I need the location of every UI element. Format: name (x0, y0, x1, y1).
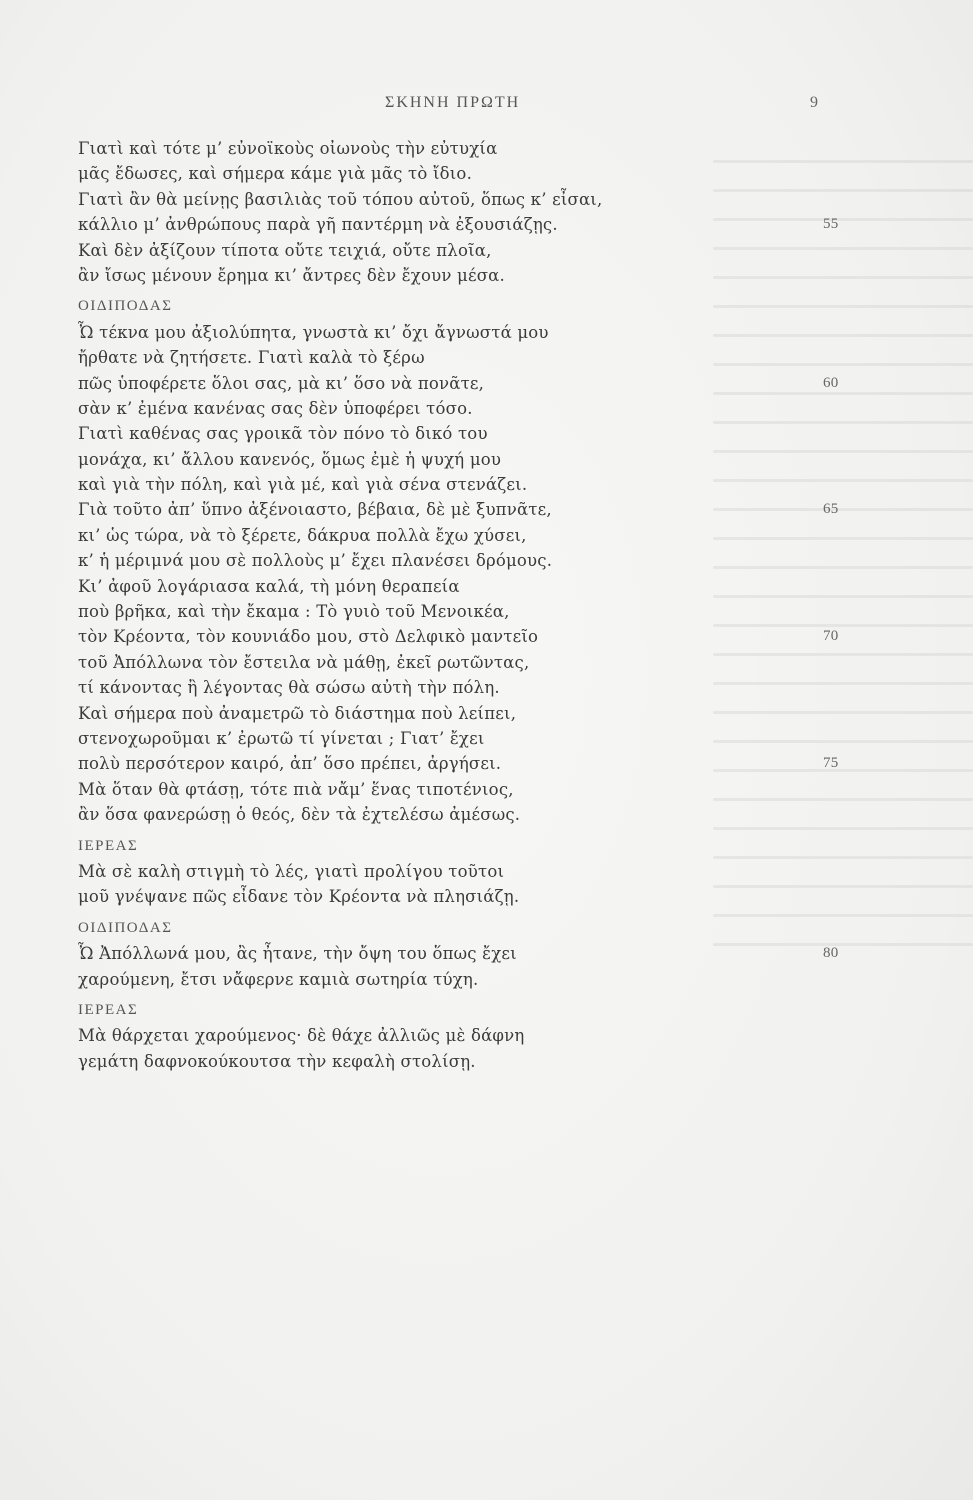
verse-line-text: πῶς ὑποφέρετε ὅλοι σας, μὰ κι’ ὅσο νὰ πονᾶτε, (78, 373, 485, 393)
verse-line (78, 726, 838, 751)
verse-line-text: Ὦ Ἀπόλλωνά μου, ἂς ἦτανε, τὴν ὄψη του ὅπως ἔχει (78, 944, 517, 964)
verse-line-text: χαρούμενη, ἔτσι νἄφερνε καμιὰ σωτηρία τύχη. (78, 969, 479, 989)
verse-line-text: μᾶς ἔδωσες, καὶ σήμερα κάμε γιὰ μᾶς τὸ ἴδιο. (78, 164, 473, 184)
verse-line-text: Μὰ ὅταν θὰ φτάσῃ, τότε πιὰ νἄμ’ ἕνας τιποτένιος, (78, 779, 514, 799)
line-number: 80 (823, 945, 839, 962)
verse-line (78, 212, 838, 237)
speaker-name: ΙΕΡΕΑΣ (78, 1001, 139, 1018)
line-number: 75 (823, 755, 839, 772)
verse-line (78, 447, 838, 472)
verse-text-block (78, 136, 838, 1074)
verse-line-text: γεμάτη δαφνοκούκουτσα τὴν κεφαλὴ στολίσῃ. (78, 1051, 476, 1071)
verse-line-text: Κι’ ἀφοῦ λογάριασα καλά, τὴ μόνη θεραπεία (78, 576, 460, 596)
verse-line-text: Γιατὶ καὶ τότε μ’ εὐνοϊκοὺς οἰωνοὺς τὴν εὐτυχία (78, 139, 498, 158)
verse-line-text: Γιὰ τοῦτο ἀπ’ ὕπνο ἀξένοιαστο, βέβαια, δὲ μὲ ξυπνᾶτε, (78, 500, 552, 520)
speaker-name: ΟΙΔΙΠΟΔΑΣ (78, 298, 173, 315)
verse-line-text: ποὺ βρῆκα, καὶ τὴν ἔκαμα : Τὸ γυιὸ τοῦ Μενοικέα, (78, 602, 510, 622)
verse-line (78, 320, 838, 345)
verse-line (78, 187, 838, 212)
verse-line-text: στενοχωροῦμαι κ’ ἐρωτῶ τί γίνεται ; Γιατ’ ἔχει (78, 728, 485, 748)
verse-line (78, 1023, 838, 1048)
verse-line-text: Καὶ σήμερα ποὺ ἀναμετρῶ τὸ διάστημα ποὺ λείπει, (78, 703, 517, 723)
verse-line (78, 345, 838, 370)
verse-line (78, 523, 838, 548)
verse-line-text: τοῦ Ἀπόλλωνα τὸν ἔστειλα νὰ μάθῃ, ἐκεῖ ρωτῶντας, (78, 652, 530, 672)
verse-line (78, 802, 838, 827)
verse-line-text: μονάχα, κι’ ἄλλου κανενός, ὅμως ἐμὲ ἡ ψυχή μου (78, 449, 502, 469)
page-number: 9 (810, 94, 818, 111)
verse-line (78, 238, 838, 263)
verse-line-text: μοῦ γνέψανε πῶς εἶδανε τὸν Κρέοντα νὰ πλησιάζῃ. (78, 887, 520, 907)
verse-line-text: ἤρθατε νὰ ζητήσετε. Γιατὶ καλὰ τὸ ξέρω (78, 348, 425, 368)
verse-line (78, 371, 838, 396)
verse-line (78, 967, 838, 992)
verse-line-text: Μὰ θάρχεται χαρούμενος· δὲ θάχε ἀλλιῶς μὲ δάφνη (78, 1026, 525, 1046)
verse-line-text: ἂν ἴσως μένουν ἔρημα κι’ ἄντρες δὲν ἔχουν μέσα. (78, 265, 505, 285)
verse-line (78, 472, 838, 497)
line-number: 55 (823, 216, 839, 233)
verse-line (78, 161, 838, 186)
line-number: 65 (823, 501, 839, 518)
verse-line-text: Ὦ τέκνα μου ἀξιολύπητα, γνωστὰ κι’ ὄχι ἄγνωστά μου (78, 322, 549, 342)
verse-line-text: Καὶ δὲν ἀξίζουν τίποτα οὔτε τειχιά, οὔτε πλοῖα, (78, 240, 492, 260)
verse-line (78, 941, 838, 966)
verse-line-text: πολὺ περσότερον καιρό, ἀπ’ ὅσο πρέπει, ἀργήσει. (78, 754, 502, 774)
verse-line-text: κάλλιο μ’ ἀνθρώπους παρὰ γῆ παντέρμη νὰ ἐξουσιάζῃς. (78, 215, 558, 235)
line-number: 60 (823, 374, 839, 391)
line-number: 70 (823, 628, 839, 645)
verse-line (78, 136, 838, 161)
page-header (0, 94, 973, 118)
verse-line-text: κι’ ὡς τώρα, νὰ τὸ ξέρετε, δάκρυα πολλὰ ἔχω χύσει, (78, 525, 527, 545)
verse-line (78, 574, 838, 599)
verse-line (78, 548, 838, 573)
verse-line-text: τί κάνοντας ἢ λέγοντας θὰ σώσω αὐτὴ τὴν πόλη. (78, 678, 500, 698)
verse-line-text: τὸν Κρέοντα, τὸν κουνιάδο μου, στὸ Δελφικὸ μαντεῖο (78, 627, 539, 647)
verse-line (78, 421, 838, 446)
verse-line (78, 884, 838, 909)
speaker-name: ΟΙΔΙΠΟΔΑΣ (78, 919, 173, 936)
verse-line (78, 599, 838, 624)
speaker-name: ΙΕΡΕΑΣ (78, 837, 139, 854)
verse-line-text: ἂν ὅσα φανερώσῃ ὁ θεός, δὲν τὰ ἐχτελέσω ἀμέσως. (78, 805, 521, 825)
verse-line-text: καὶ γιὰ τὴν πόλη, καὶ γιὰ μέ, καὶ γιὰ σένα στενάζει. (78, 475, 528, 495)
verse-line (78, 701, 838, 726)
verse-line (78, 497, 838, 522)
verse-line (78, 1049, 838, 1074)
verse-line (78, 751, 838, 776)
verse-line (78, 777, 838, 802)
verse-line (78, 859, 838, 884)
verse-line (78, 396, 838, 421)
verse-line (78, 675, 838, 700)
verse-line (78, 650, 838, 675)
verse-line-text: Μὰ σὲ καλὴ στιγμὴ τὸ λές, γιατὶ προλίγου τοῦτοι (78, 861, 505, 881)
verse-line-text: κ’ ἡ μέριμνά μου σὲ πολλοὺς μ’ ἔχει πλανέσει δρόμους. (78, 551, 553, 571)
running-title: ΣΚΗΝΗ ΠΡΩΤΗ (385, 94, 521, 111)
verse-line (78, 624, 838, 649)
verse-line-text: Γιατὶ καθένας σας γροικᾶ τὸν πόνο τὸ δικό του (78, 424, 488, 444)
verse-line-text: Γιατὶ ἂν θὰ μείνῃς βασιλιὰς τοῦ τόπου αὐτοῦ, ὅπως κ’ εἶσαι, (78, 189, 603, 209)
verse-line (78, 263, 838, 288)
verse-line-text: σὰν κ’ ἐμένα κανένας σας δὲν ὑποφέρει τόσο. (78, 398, 473, 418)
